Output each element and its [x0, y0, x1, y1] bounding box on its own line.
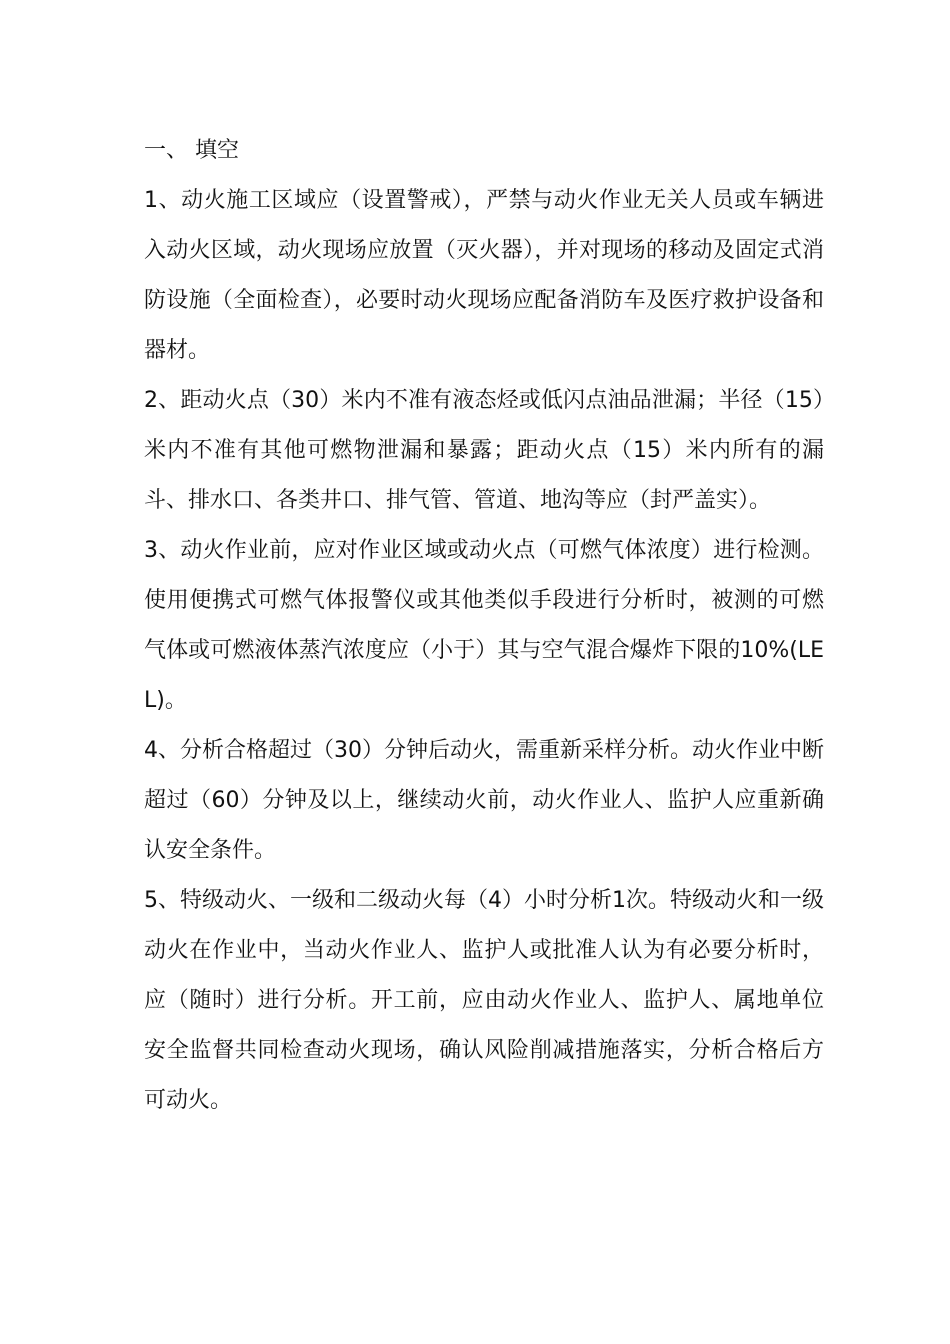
- paragraph-5: 5、特级动火、一级和二级动火每（4）小时分析1次。特级动火和一级动火在作业中，当动火作业人、监护人或批准人认为有必要分析时，应（随时）进行分析。开工前，应由动火作业人、监护人、属地单位安全监督共同检查动火现场，确认风险削减措施落实，分析合格后方可动火。: [144, 888, 824, 1113]
- paragraph-1: 1、动火施工区域应（设置警戒），严禁与动火作业无关人员或车辆进入动火区域，动火现场应放置（灭火器），并对现场的移动及固定式消防设施（全面检查），必要时动火现场应配备消防车及医疗救护设备和器材。: [144, 188, 824, 363]
- paragraph-4: 4、分析合格超过（30）分钟后动火，需重新采样分析。动火作业中断超过（60）分钟及以上，继续动火前，动火作业人、监护人应重新确认安全条件。: [144, 738, 824, 863]
- section-heading: 一、 填空: [144, 138, 239, 163]
- paragraph-3: 3、动火作业前，应对作业区域或动火点（可燃气体浓度）进行检测。使用便携式可燃气体报警仪或其他类似手段进行分析时，被测的可燃气体或可燃液体蒸汽浓度应（小于）其与空气混合爆炸下限的10%(LEL)。: [144, 538, 824, 713]
- paragraph-2: 2、距动火点（30）米内不准有液态烃或低闪点油品泄漏；半径（15）米内不准有其他可燃物泄漏和暴露；距动火点（15）米内所有的漏斗、排水口、各类井口、排气管、管道、地沟等应（封严盖实）。: [144, 388, 824, 513]
- document-body: [144, 126, 824, 1126]
